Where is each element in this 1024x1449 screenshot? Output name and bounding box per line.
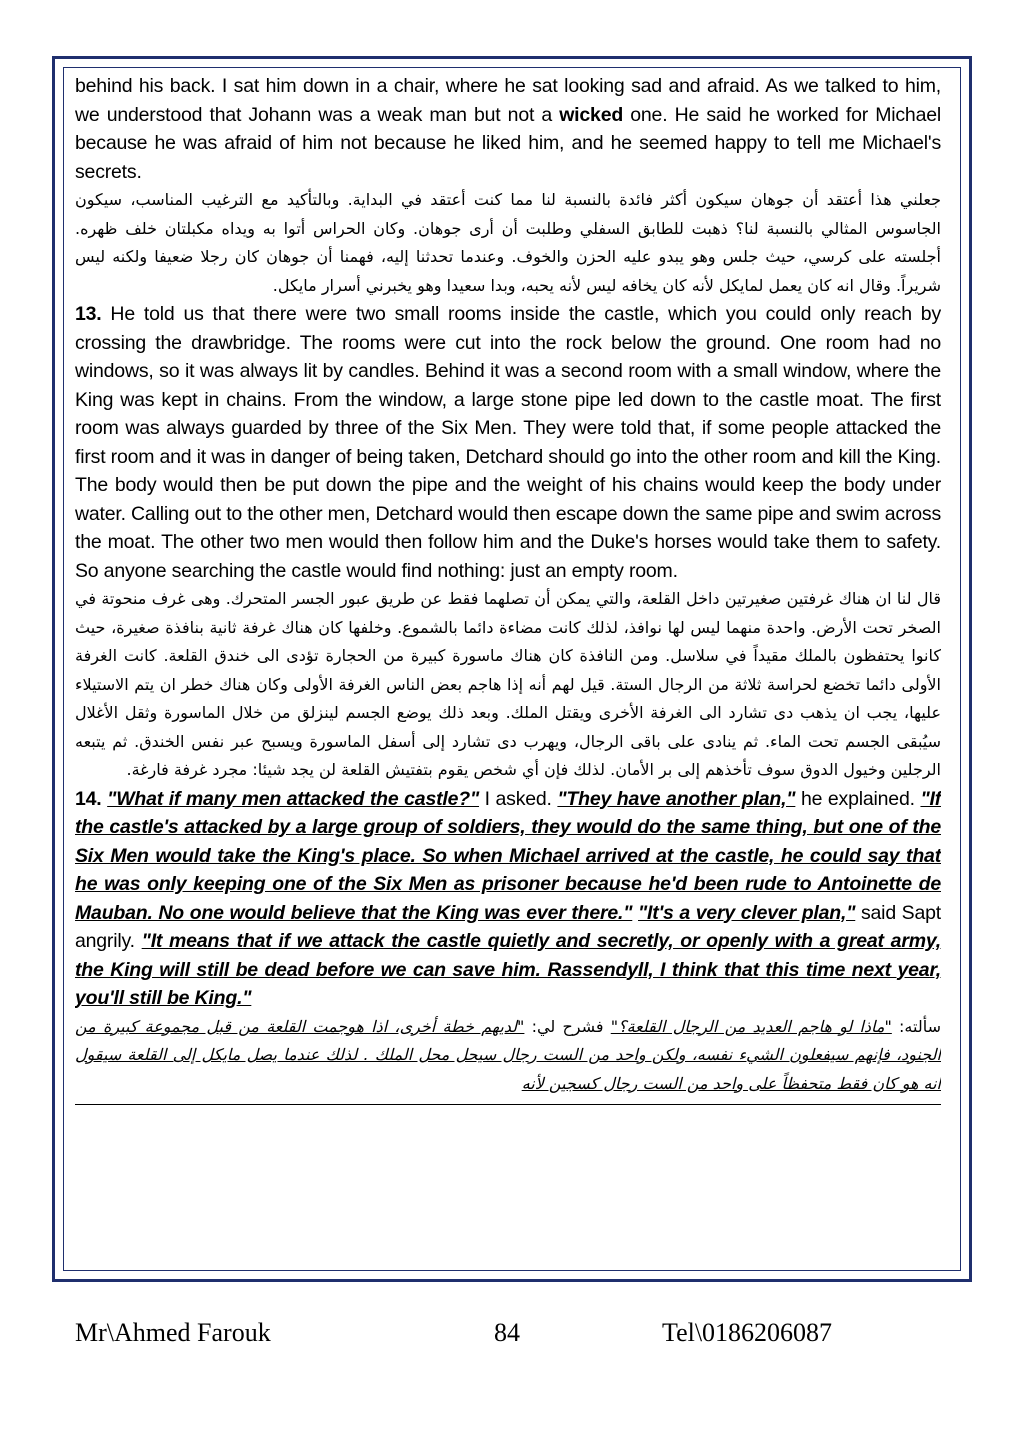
paragraph-number: 13. — [75, 303, 102, 325]
page-footer — [0, 1318, 1024, 1358]
text: فشرح لي: — [524, 1016, 611, 1036]
footer-author: Mr\Ahmed Farouk — [75, 1318, 271, 1347]
text: سألته: — [891, 1016, 941, 1036]
text: he explained. — [795, 787, 921, 810]
paragraph-14 — [75, 785, 941, 1013]
paragraph-number: 14. — [75, 787, 102, 810]
page-content — [75, 72, 941, 1272]
quote: "ماذا لو هاجم العديد من الرجال القلعة؟" — [610, 1016, 892, 1036]
quote: "It's a very clever plan," — [638, 901, 856, 924]
text: He told us that there were two small rooms inside the castle, which you could only reach by crossing the drawbridge. The rooms were cut into the rock below the ground. One room had no windows, so it was always lit by candles. Behind it was a second room with a small window, where the King was kept in chains. From the window, a large stone pipe led down to the castle moat. The first room was always guarded by three of the Six Men. They were told that, if some people attacked the first room and it was in danger of being taken, Detchard should go into the other room and kill the King. The body would then be put down the pipe and the weight of his chains would keep the body under water. Calling out to the other men, Detchard would then escape down the same pipe and swim across the moat. The other two men would then follow him and the Duke's horses would take them to safety. So anyone searching the castle would find nothing: just an empty room. — [75, 303, 941, 582]
divider — [75, 1104, 941, 1105]
quote: "What if many men attacked the castle?" — [107, 787, 480, 810]
footer-phone: Tel\0186206087 — [662, 1318, 833, 1347]
bold-word: wicked — [559, 103, 624, 126]
quote: "If the castle's attacked by a large group of soldiers, they would do the same thing, but one of the Six Men would take the King's place. So when Michael arrived at the castle, he could say that he was only keeping one of the Six Men as prisoner because he'd been rude to Antoinette de Mauban. No one would believe that the King was ever there." — [75, 787, 941, 924]
text: one. He said he worked for Michael because he was afraid of him not because he liked him, and he seemed happy to tell me Michael's secrets. — [75, 103, 941, 183]
paragraph-13 — [75, 300, 941, 585]
arabic-paragraph-14 — [75, 1013, 941, 1099]
text: said Sapt angrily. — [75, 901, 941, 952]
arabic-paragraph-13: قال لنا ان هناك غرفتين صغيرتين داخل القلعة، والتي يمكن أن تصلهما فقط عن طريق عبور الجسر المتحرك. وهى غرف منحوتة في الصخر تحت الأرض. واحدة منهما ليس لها نوافذ، لذلك كانت مضاءة دائما بالشموع. وخلفها كان هناك غرفة ثانية بنافذة صغيرة، حيث كانوا يحتفظون بالملك مقيداً في سلاسل. ومن النافذة كان هناك ماسورة كبيرة من الحجارة تؤدى الى خندق القلعة. كانت الغرفة الأولى دائما تخضع لحراسة ثلاثة من الرجال الستة. قيل لهم أنه إذا هاجم بعض الناس الغرفة الأولى وكان هناك خطر ان يتم الاستيلاء عليها، يجب ان يذهب دى تشارد الى الغرفة الأخرى ويقتل الملك. وبعد ذلك يوضع الجسم لينزلق من خلال الماسورة وثقل الأغلال سيُبقى الجسم تحت الماء. ثم ينادى على باقى الرجال، ويهرب دى تشارد إلى أسفل الماسورة ويسبح عبر نفس الخندق. ثم يتبعه الرجلين وخيول الدوق سوف تأخذهم إلى بر الأمان. لذلك فإن أي شخص يقوم بتفتيش القلعة لن يجد شيئا: مجرد غرفة فارغة. — [75, 589, 941, 779]
text: behind his back. I sat him down in a chair, where he sat looking sad and afraid. As we talked to him, we understood that Johann was a weak man but not a — [75, 75, 941, 126]
footer-page-number: 84 — [494, 1318, 520, 1347]
quote: "They have another plan," — [557, 787, 796, 810]
text: I asked. — [479, 787, 558, 810]
paragraph-12-end — [75, 72, 941, 186]
arabic-paragraph-12: جعلني هذا أعتقد أن جوهان سيكون أكثر فائدة بالنسبة لنا مما كنت أعتقد في البداية. وبالتأكيد مع الترغيب المناسب، سيكون الجاسوس المثالي بالنسبة لنا؟ ذهبت للطابق السفلي وطلبت أن أرى جوهان. وكان الحراس أتوا به ويداه مكبلتان خلف ظهره. أجلسته على كرسي، حيث جلس وهو يبدو عليه الحزن والخوف. وعندما تحدثنا إليه، فهمنا أن جوهان كان رجلا ضعيفا ولكنه ليس شريراً. وقال انه كان يعمل لمايكل لأنه كان يخافه ليس لأنه يحبه، وبدا سعيدا وهو يخبرني أسرار مايكل. — [75, 190, 941, 295]
quote: "لديهم خطة أخرى، اذا هوجمت القلعة من قبل مجموعة كبيرة من الجنود، فإنهم سيفعلون الشيء نفسه، ولكن واحد من الست رجال سيحل محل الملك . لذلك عندما يصل مايكل إلى القلعة سيقول انه هو كان فقط متحفظاً على واحد من الست رجال كسجين لأنه — [75, 1016, 941, 1093]
quote: "It means that if we attack the castle quietly and secretly, or openly with a great army, the King will still be dead before we can save him. Rassendyll, I think that this time next year, you'll still be King." — [75, 930, 941, 1009]
